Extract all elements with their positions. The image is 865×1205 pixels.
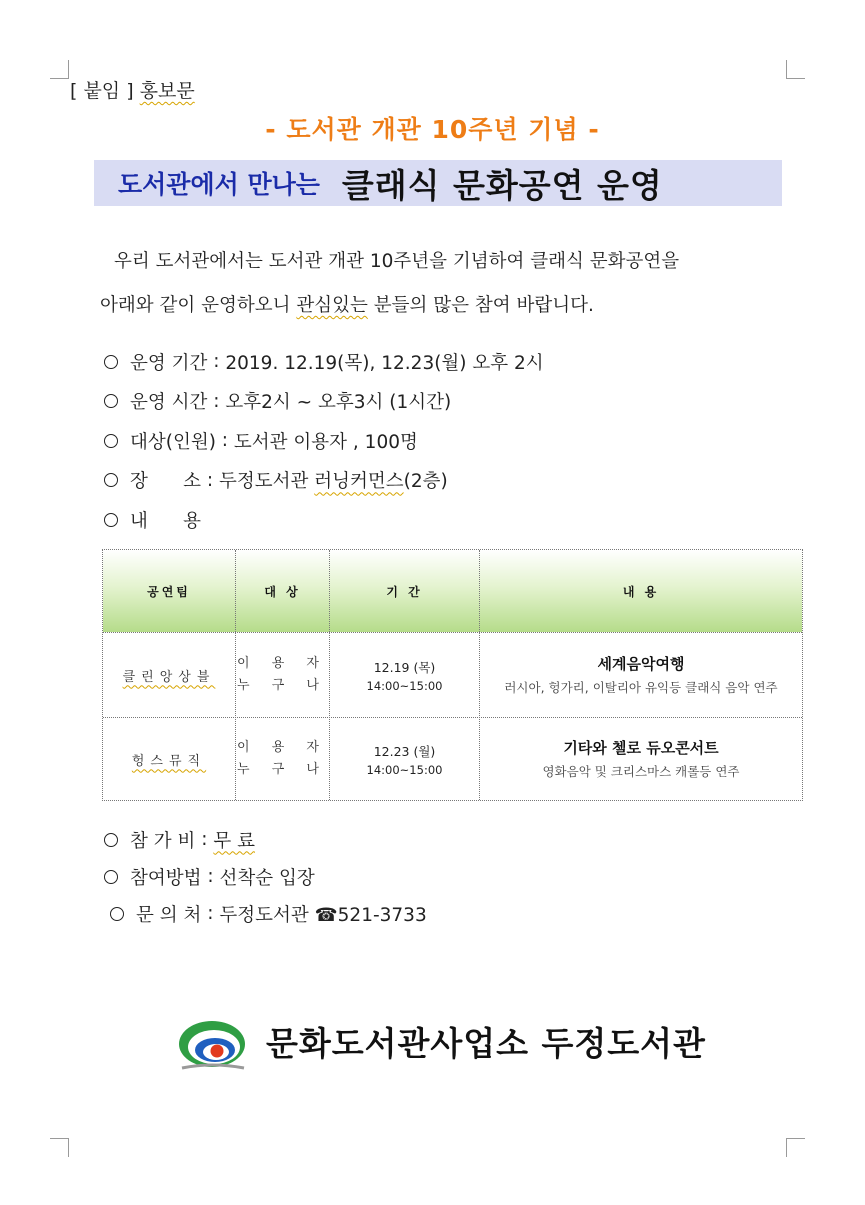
info-item-contact xyxy=(102,895,427,932)
team-name: 클린앙상블 xyxy=(122,669,216,685)
participation-info-list xyxy=(102,821,427,932)
table-header-date: 기 간 xyxy=(386,584,423,599)
attachment-word: 홍보문 xyxy=(139,80,195,102)
info-label: 대상(인원) xyxy=(130,431,216,453)
info-value: 두정도서관 ☎521-3733 xyxy=(219,904,427,926)
page-corner-mark-top-right xyxy=(786,60,805,79)
content-title: 세계음악여행 xyxy=(597,655,685,673)
page-corner-mark-bottom-right xyxy=(786,1138,805,1157)
audience-cell xyxy=(236,633,329,717)
date-cell xyxy=(330,633,479,717)
info-colon: : xyxy=(201,903,220,924)
organization-name: 문화도서관사업소 두정도서관 xyxy=(266,1024,706,1063)
content-title: 기타와 첼로 듀오콘서트 xyxy=(563,739,719,757)
circle-bullet-icon xyxy=(104,434,118,448)
info-label: 내 용 xyxy=(130,510,202,532)
library-logo-icon xyxy=(176,1014,248,1074)
info-label: 참여방법 xyxy=(130,867,202,889)
intro-line-2-end: 분들의 많은 참여 바랍니다. xyxy=(367,295,594,316)
content-cell xyxy=(480,718,802,800)
info-label: 문 의 처 xyxy=(136,904,202,926)
attachment-prefix: [ 붙임 ] xyxy=(70,80,140,102)
performance-date: 12.23 (월) xyxy=(373,744,436,759)
info-label: 장 소 xyxy=(130,471,202,493)
anniversary-subtitle: - 도서관 개관 10주년 기념 - xyxy=(265,115,600,144)
performance-time: 14:00~15:00 xyxy=(366,763,443,777)
audience-line: 이 용 자 xyxy=(237,656,328,671)
content-description: 러시아, 헝가리, 이탈리아 유익등 클래식 음악 연주 xyxy=(504,680,778,695)
page-corner-mark-bottom-left xyxy=(50,1138,69,1157)
info-colon: : xyxy=(195,829,214,850)
circle-bullet-icon xyxy=(104,513,118,527)
info-label: 운영 기간 xyxy=(130,352,208,374)
intro-line-2-wavy: 관심있는 xyxy=(296,295,368,316)
info-colon: : xyxy=(201,469,220,491)
info-value-wavy: 러닝커먼스 xyxy=(314,471,404,493)
performance-time: 14:00~15:00 xyxy=(366,679,443,693)
content-cell xyxy=(480,633,802,717)
table-header-team: 공연팀 xyxy=(147,584,191,599)
audience-line: 이 용 자 xyxy=(237,740,328,755)
info-colon: : xyxy=(201,866,220,887)
circle-bullet-icon xyxy=(104,355,118,369)
info-item-method xyxy=(102,858,427,895)
page-corner-mark-top-left xyxy=(50,60,69,79)
info-item-period xyxy=(102,342,544,382)
performance-table xyxy=(102,549,803,801)
info-item-target xyxy=(102,421,544,461)
title-banner xyxy=(94,160,782,206)
table-row xyxy=(103,633,235,717)
circle-bullet-icon xyxy=(104,833,118,847)
title-sub: 도서관에서 만나는 xyxy=(118,170,320,199)
circle-bullet-icon xyxy=(110,907,124,921)
intro-line-1: 우리 도서관에서는 도서관 개관 10주년을 기념하여 클래식 문화공연을 xyxy=(114,251,680,272)
intro-line-2-start: 아래와 같이 운영하오니 xyxy=(100,295,297,316)
performance-date: 12.19 (목) xyxy=(373,660,436,675)
info-label: 참 가 비 xyxy=(130,830,196,852)
info-item-time xyxy=(102,382,544,422)
date-cell xyxy=(330,718,479,800)
circle-bullet-icon xyxy=(104,473,118,487)
info-colon: : xyxy=(215,430,234,452)
table-header-audience: 대 상 xyxy=(264,584,301,599)
info-label: 운영 시간 xyxy=(130,392,208,414)
info-value-end: (2층) xyxy=(403,471,448,493)
team-name: 헝스뮤직 xyxy=(131,753,207,769)
info-value: 2019. 12.19(목), 12.23(월) 오후 2시 xyxy=(225,352,544,374)
circle-bullet-icon xyxy=(104,870,118,884)
info-value: 도서관 이용자 , 100명 xyxy=(233,431,418,453)
table-header-content: 내 용 xyxy=(622,584,660,599)
audience-line: 누 구 나 xyxy=(237,678,328,693)
info-value: 선착순 입장 xyxy=(219,867,315,889)
info-item-content xyxy=(102,500,544,540)
intro-paragraph xyxy=(100,240,780,328)
circle-bullet-icon xyxy=(104,394,118,408)
page-title: 클래식 문화공연 운영 xyxy=(341,165,663,205)
info-value: 오후2시 ~ 오후3시 (1시간) xyxy=(225,392,452,414)
audience-line: 누 구 나 xyxy=(237,762,328,777)
intro-line-2 xyxy=(100,284,780,328)
info-list xyxy=(102,342,544,540)
info-value-start: 두정도서관 xyxy=(219,471,315,493)
table-row xyxy=(103,718,235,800)
info-colon: : xyxy=(207,351,226,373)
info-item-place xyxy=(102,461,544,501)
attachment-label xyxy=(70,76,195,103)
audience-cell xyxy=(236,718,329,800)
info-value: 무 료 xyxy=(213,830,255,852)
info-item-fee xyxy=(102,821,427,858)
info-colon: : xyxy=(207,390,226,412)
content-description: 영화음악 및 크리스마스 캐롤등 연주 xyxy=(542,764,740,779)
